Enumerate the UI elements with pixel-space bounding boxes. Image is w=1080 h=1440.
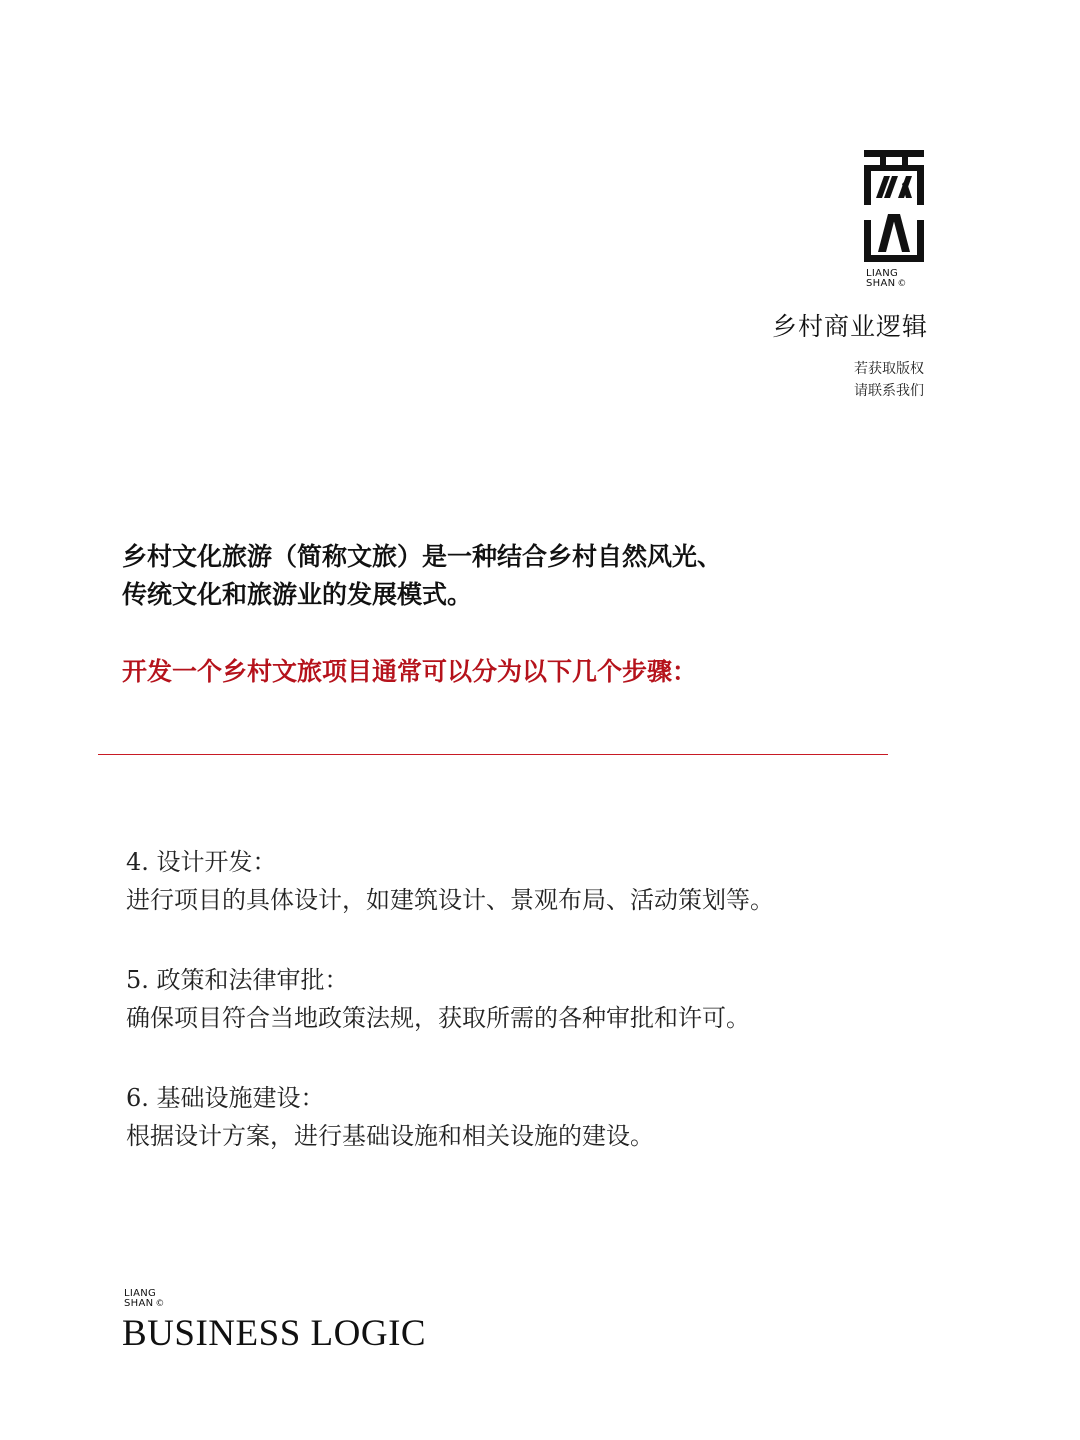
intro-line-2: 传统文化和旅游业的发展模式。 bbox=[122, 580, 473, 609]
liangshan-logo bbox=[862, 148, 926, 264]
series-title: 乡村商业逻辑 bbox=[771, 312, 928, 341]
footer-wordmark-line1: LIANG bbox=[124, 1288, 157, 1299]
step-description: 根据设计方案，进行基础设施和相关设施的建设。 bbox=[126, 1122, 654, 1150]
step-title: 4. 设计开发： bbox=[126, 848, 277, 876]
divider bbox=[98, 754, 888, 755]
logo-wordmark-line2: SHAN bbox=[866, 278, 896, 289]
intro-line-1: 乡村文化旅游（简称文旅）是一种结合乡村自然风光、 bbox=[122, 542, 723, 571]
copyright-icon: © bbox=[155, 1299, 165, 1309]
list-item bbox=[126, 843, 976, 919]
copyright-note bbox=[854, 358, 924, 402]
step-title: 6. 基础设施建设： bbox=[126, 1084, 325, 1112]
copyright-icon: © bbox=[897, 279, 907, 289]
logo-wordmark bbox=[866, 269, 907, 289]
footer-wordmark-line2: SHAN bbox=[124, 1298, 154, 1309]
copyright-note-line2: 请联系我们 bbox=[854, 383, 924, 399]
list-item bbox=[126, 1079, 976, 1155]
list-item bbox=[126, 961, 976, 1037]
logo-wordmark-line1: LIANG bbox=[866, 268, 899, 279]
footer-title: BUSINESS LOGIC bbox=[122, 1313, 427, 1354]
step-description: 确保项目符合当地政策法规，获取所需的各种审批和许可。 bbox=[126, 1004, 750, 1032]
intro-paragraph bbox=[122, 538, 922, 614]
step-description: 进行项目的具体设计，如建筑设计、景观布局、活动策划等。 bbox=[126, 886, 774, 914]
step-title: 5. 政策和法律审批： bbox=[126, 966, 349, 994]
copyright-note-line1: 若获取版权 bbox=[854, 361, 924, 377]
highlight-heading: 开发一个乡村文旅项目通常可以分为以下几个步骤： bbox=[122, 657, 698, 686]
footer-wordmark bbox=[124, 1289, 165, 1309]
steps-list bbox=[126, 843, 976, 1197]
